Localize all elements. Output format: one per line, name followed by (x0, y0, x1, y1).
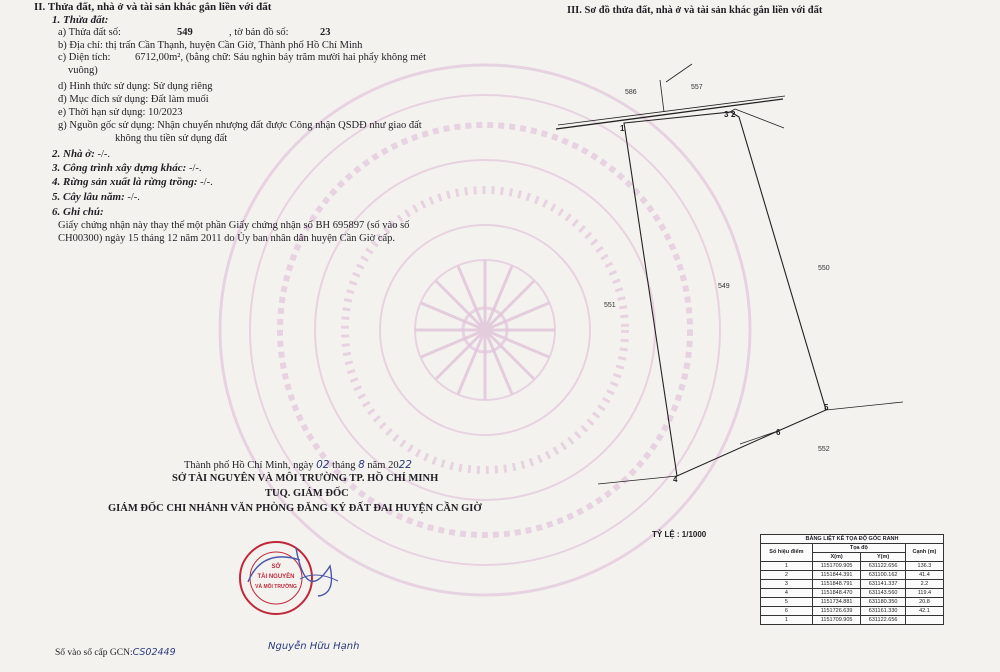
parcel-label-557: 557 (691, 84, 703, 91)
address-line: b) Địa chỉ: thị trấn Cần Thạnh, huyện Cần Giờ, Thành phố Hồ Chí Minh (58, 40, 363, 51)
map-sheet-number: 23 (320, 27, 331, 38)
cell: 631122.656 (861, 616, 905, 625)
map-scale: TỶ LỆ : 1/1000 (652, 530, 707, 539)
cell: 2.2 (905, 580, 943, 589)
gcn-number: CS02449 (132, 647, 176, 658)
point-label-5: 5 (824, 403, 829, 412)
parcel-label-552: 552 (818, 446, 830, 453)
cell: 1151848.470 (812, 589, 861, 598)
point-label-2: 2 (731, 110, 736, 119)
table-row (761, 598, 944, 607)
map-sheet-label: , tờ bản đồ số: (229, 27, 289, 38)
cell: 631161.330 (861, 607, 905, 616)
issue-date (184, 459, 412, 471)
house-heading: 2. Nhà ở: (52, 148, 95, 160)
construction-heading: 3. Công trình xây dựng khác: (52, 162, 187, 174)
gcn-label: Số vào sổ cấp GCN: (55, 648, 133, 658)
parcel-number: 549 (177, 27, 193, 38)
stamp-line-2: TÀI NGUYÊN (257, 574, 295, 580)
cell (905, 616, 943, 625)
cell: 119.4 (905, 589, 943, 598)
point-label-6: 6 (776, 428, 781, 437)
cell: 6 (761, 607, 813, 616)
parcel-label-551: 551 (604, 302, 616, 309)
tuq-director: TUQ. GIÁM ĐỐC (265, 488, 349, 499)
area-value-cont: vuông) (68, 65, 98, 76)
stamp-text (240, 542, 312, 614)
table-row (761, 571, 944, 580)
origin-line: g) Nguồn gốc sử dụng: Nhận chuyển nhượng đất được Công nhận QSDĐ như giao đất (58, 120, 422, 131)
perennial-heading: 5. Cây lâu năm: (52, 191, 125, 203)
year-prefix: năm 20 (367, 460, 399, 471)
issuing-org: SỞ TÀI NGUYÊN VÀ MÔI TRƯỜNG TP. HỒ CHÍ MINH (172, 473, 439, 484)
construction-value: -/-. (186, 163, 202, 174)
stamp-line-1: SỞ (271, 564, 281, 570)
cell: 1151709.905 (812, 562, 861, 571)
land-heading: 1. Thửa đất: (52, 14, 109, 26)
cell: 136.3 (905, 562, 943, 571)
section-title-map: III. Sơ đồ thửa đất, nhà ở và tài sản khác gắn liền với đất (567, 5, 823, 16)
table-row (761, 607, 944, 616)
table-row (761, 580, 944, 589)
branch-director: GIÁM ĐỐC CHI NHÁNH VĂN PHÒNG ĐĂNG KÝ ĐẤT ĐAI HUYỆN CẦN GIỜ (108, 503, 482, 514)
cell: 5 (761, 598, 813, 607)
note-line-1: Giấy chứng nhận này thay thế một phần Giấy chứng nhận số BH 695897 (số vào số (58, 220, 410, 231)
watermark-star (415, 260, 555, 400)
perennial-value: -/-. (124, 192, 140, 203)
use-form-line: d) Hình thức sử dụng: Sử dụng riêng (58, 81, 213, 92)
notes-heading: 6. Ghi chú: (52, 206, 104, 218)
parcel-label-586: 586 (625, 89, 637, 96)
note-line-2: CH00300) ngày 15 tháng 12 năm 2011 do Ủy ban nhân dân huyện Cần Giờ cấp. (58, 233, 396, 244)
forest-heading: 4. Rừng sản xuất là rừng trồng: (52, 176, 198, 188)
forest-value: -/-. (197, 177, 213, 188)
cell: 1151726.639 (812, 607, 861, 616)
cell: 1151734.881 (812, 598, 861, 607)
parcel-label-549: 549 (718, 283, 730, 290)
header-point: Số hiệu điểm (761, 544, 813, 562)
section-title-land: II. Thửa đất, nhà ở và tài sản khác gắn liền với đất (34, 1, 272, 13)
parcel-number-label: a) Thửa đất số: (58, 27, 121, 38)
origin-line-cont: không thu tiền sử dụng đất (115, 133, 228, 144)
cell: 3 (761, 580, 813, 589)
cell: 1 (761, 562, 813, 571)
cell: 631141.337 (861, 580, 905, 589)
point-label-4: 4 (673, 475, 678, 484)
house-value: -/-. (94, 149, 111, 160)
purpose-line: đ) Mục đích sử dụng: Đất làm muối (58, 94, 209, 105)
date-year: 22 (398, 459, 412, 471)
cadastral-map (556, 64, 903, 484)
date-month: 8 (358, 459, 365, 471)
cell: 631100.162 (861, 571, 905, 580)
signer-name: Nguyễn Hữu Hạnh (268, 641, 360, 652)
parcel-label-550: 550 (818, 265, 830, 272)
header-x: X(m) (812, 553, 861, 562)
cell: 42.1 (905, 607, 943, 616)
header-y: Y(m) (861, 553, 905, 562)
cell: 41.4 (905, 571, 943, 580)
cell: 631143.560 (861, 589, 905, 598)
term-line: e) Thời hạn sử dụng: 10/2023 (58, 107, 183, 118)
month-prefix: tháng (332, 460, 356, 471)
cell: 1151844.391 (812, 571, 861, 580)
cell: 1 (761, 616, 813, 625)
area-label: c) Diện tích: (58, 52, 111, 63)
date-prefix: Thành phố Hồ Chí Minh, ngày (184, 460, 314, 471)
cell: 2 (761, 571, 813, 580)
cell: 4 (761, 589, 813, 598)
point-label-3: 3 (724, 110, 729, 119)
table-caption: BẢNG LIỆT KÊ TỌA ĐỘ GÓC RANH (761, 535, 944, 544)
cell: 1151709.905 (812, 616, 861, 625)
cell: 1151848.791 (812, 580, 861, 589)
stamp-line-3: VÀ MÔI TRƯỜNG (255, 584, 297, 590)
table-row (761, 562, 944, 571)
header-edge: Cạnh (m) (905, 544, 943, 562)
area-value: 6712,00m², (bằng chữ: Sáu nghìn bảy trăm mười hai phẩy không mét (135, 52, 426, 63)
point-label-1: 1 (620, 124, 625, 133)
table-row (761, 589, 944, 598)
coordinate-table (760, 534, 944, 625)
date-day: 02 (316, 459, 330, 471)
table-row (761, 616, 944, 625)
header-coords: Tọa độ (812, 544, 905, 553)
cell: 631180.350 (861, 598, 905, 607)
cell: 631122.656 (861, 562, 905, 571)
cell: 20.8 (905, 598, 943, 607)
